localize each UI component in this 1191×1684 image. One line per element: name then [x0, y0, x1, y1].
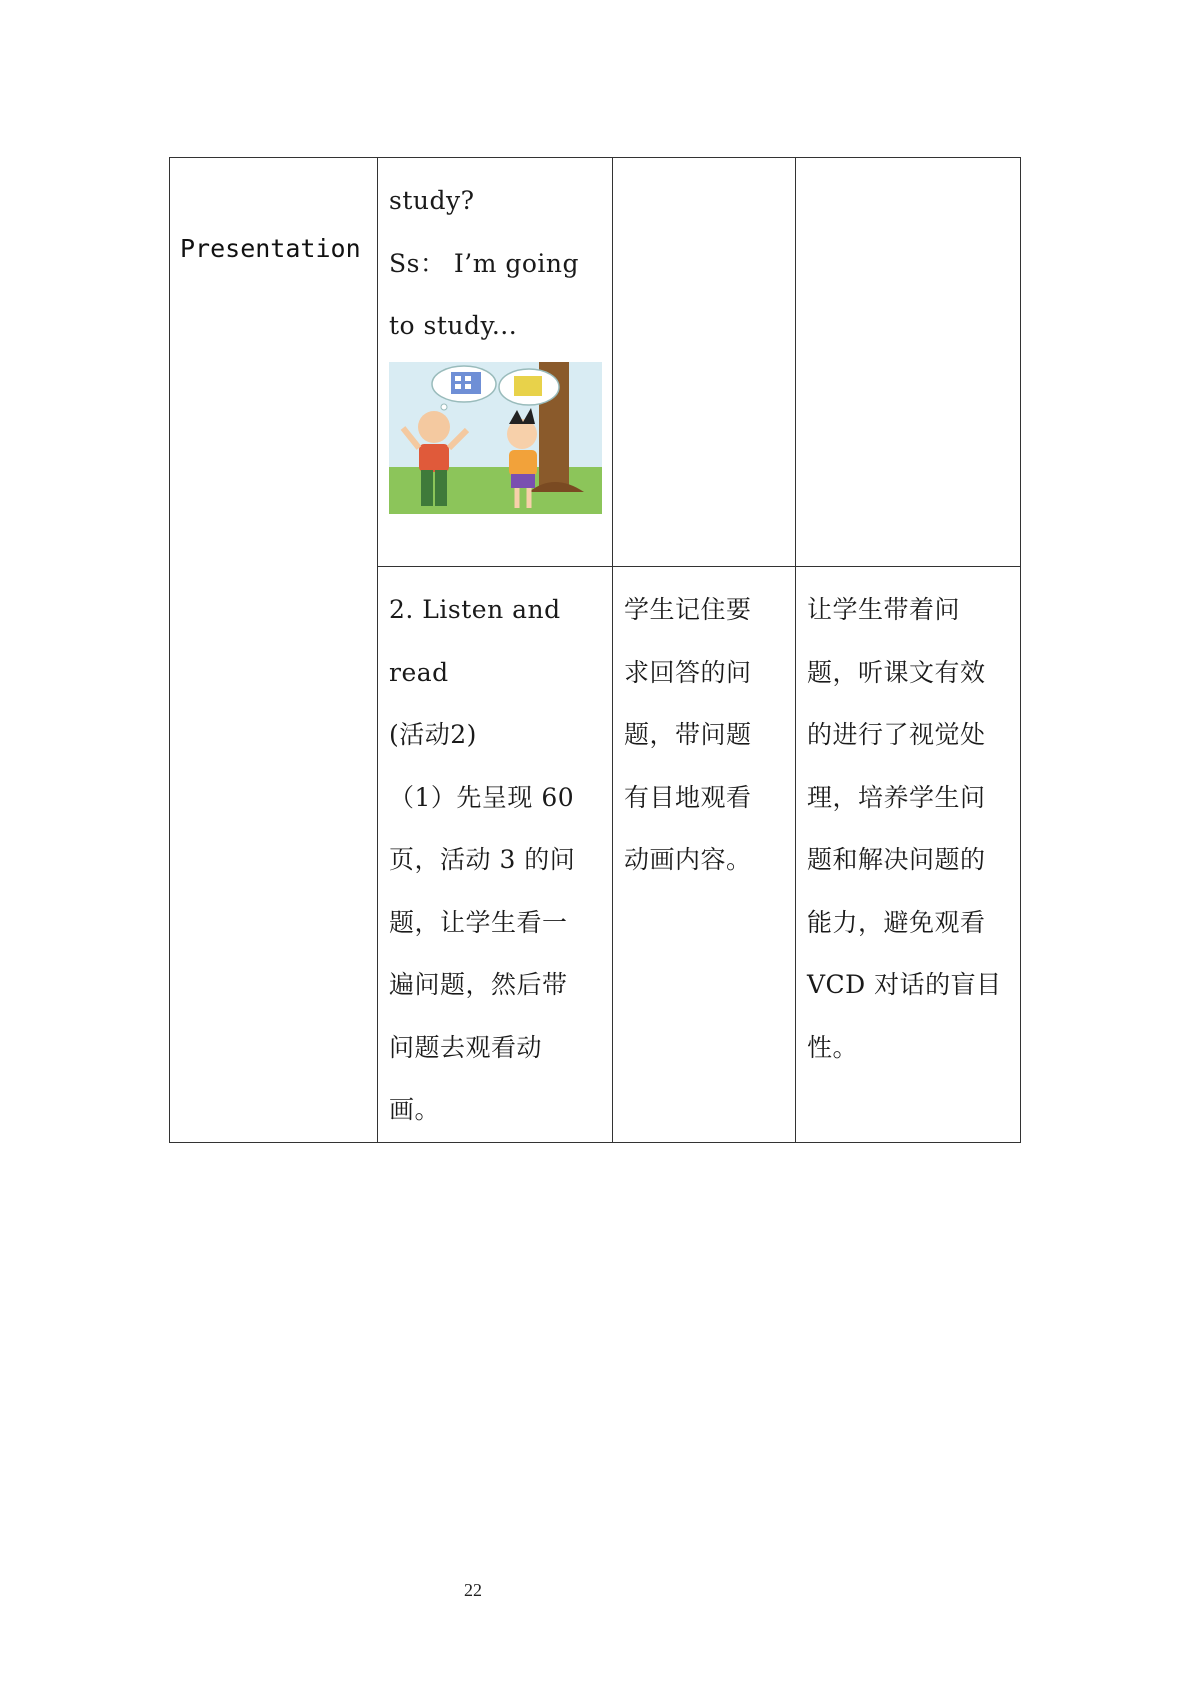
stage-label: Presentation: [180, 234, 361, 263]
text-line: 页，活动 3 的问: [389, 845, 576, 874]
teacher-activity-cell: [378, 158, 613, 567]
text-line: 题，听课文有效: [807, 657, 986, 687]
lesson-plan-table: [169, 157, 1021, 1143]
student-activity-text: [613, 158, 795, 170]
text-line: 遍问题，然后带: [389, 970, 568, 999]
text-line: 题和解决问题的: [807, 845, 986, 874]
text-line: 能力，避免观看: [807, 907, 986, 937]
text-line: （1）先呈现 60: [389, 782, 575, 812]
text-line: 学生记住要: [624, 595, 752, 624]
text-line: 有目地观看: [624, 782, 752, 812]
text-line: (活动2): [389, 720, 477, 749]
teacher-activity-cell: [378, 567, 613, 1143]
text-line: read: [389, 657, 449, 687]
student-activity-cell: [613, 158, 796, 567]
text-line: 题，让学生看一: [389, 907, 568, 937]
text-line: 画。: [389, 1095, 441, 1124]
page-number: 22: [464, 1580, 482, 1600]
design-purpose-cell: [796, 158, 1021, 567]
stage-cell: [170, 158, 378, 1143]
design-purpose-text: [796, 158, 1020, 170]
text-line: 的进行了视觉处: [807, 720, 986, 749]
design-purpose-cell: [796, 567, 1021, 1143]
text-line: VCD 对话的盲目: [807, 970, 1002, 999]
text-line: 性。: [807, 1032, 859, 1062]
student-activity-cell: [613, 567, 796, 1143]
table-row: [170, 158, 1021, 567]
text-line: 让学生带着问: [807, 595, 961, 624]
text-line: 动画内容。: [624, 845, 752, 874]
text-line: 理，培养学生问: [807, 782, 986, 812]
text-line: 2. Listen and: [389, 595, 561, 624]
text-line: study?: [389, 186, 475, 215]
text-line: 问题去观看动: [389, 1032, 543, 1062]
cartoon-two-boys-thinking-about-school-icon: [389, 362, 602, 514]
text-line: to study...: [389, 311, 518, 340]
text-line: 题，带问题: [624, 720, 752, 749]
text-line: 求回答的问: [624, 657, 752, 687]
text-line: Ss： I’m going: [389, 248, 580, 278]
